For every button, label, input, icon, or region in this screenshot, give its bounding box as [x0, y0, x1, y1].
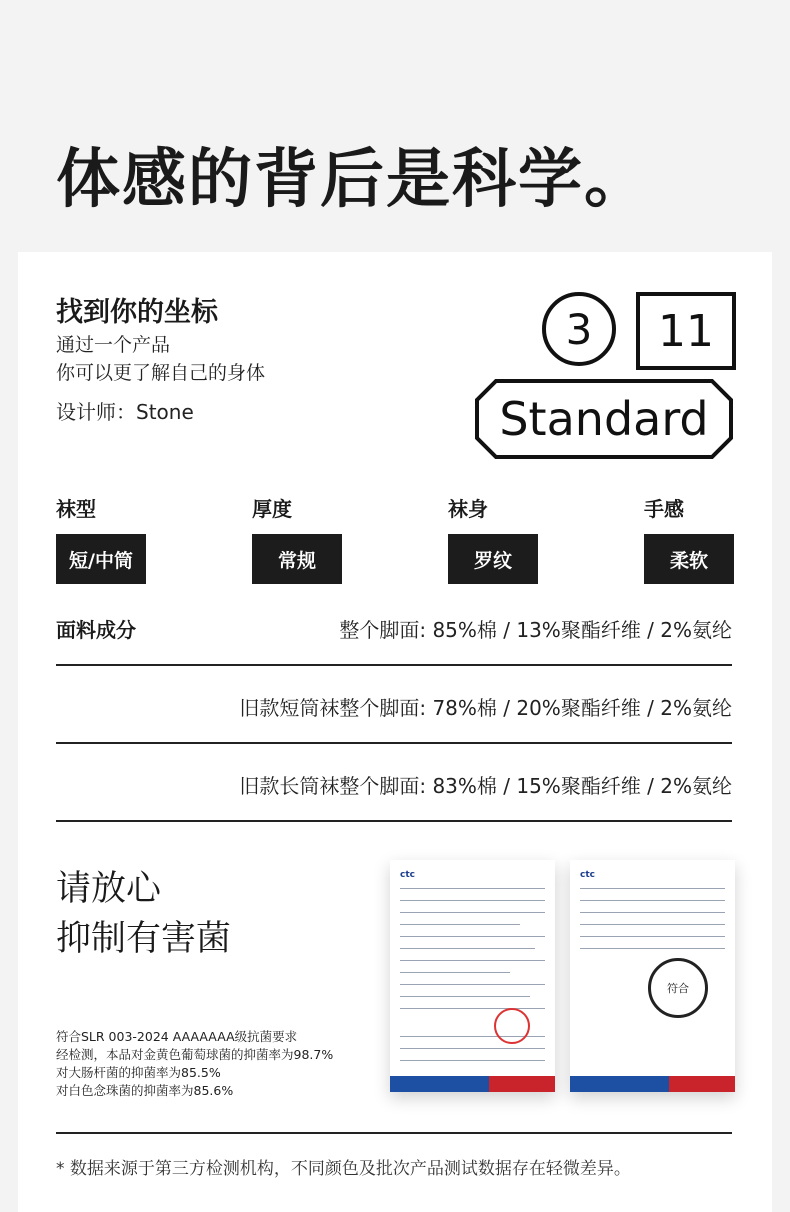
coordinates-title: 找到你的坐标	[56, 297, 218, 328]
designer-credit: 设计师：Stone	[56, 400, 194, 424]
size-square-badge: 11	[636, 292, 736, 370]
antibacterial-title-line-2: 抑制有害菌	[56, 919, 232, 959]
antibacterial-title	[56, 864, 231, 964]
attr-value-feel: 柔软	[644, 534, 734, 584]
antibacterial-title-line-1: 请放心	[56, 869, 162, 909]
fabric-label: 面料成分	[56, 618, 136, 642]
fabric-row-current	[56, 586, 732, 666]
coordinates-line-1: 通过一个产品	[56, 334, 171, 356]
attr-label-thickness: 厚度	[252, 497, 292, 521]
footnote-divider	[56, 1132, 732, 1134]
attr-label-sock-type: 袜型	[56, 497, 96, 521]
attr-value-body: 罗纹	[448, 534, 538, 584]
antibacterial-desc-line-2: 经检测，本品对金黄色葡萄球菌的抑菌率为98.7%	[56, 1047, 334, 1062]
attr-value-thickness: 常规	[252, 534, 342, 584]
fabric-row-old-short	[56, 664, 732, 744]
report-footer-red	[489, 1076, 555, 1092]
antibacterial-description	[56, 1028, 333, 1100]
coordinates-line-2: 你可以更了解自己的身体	[56, 362, 266, 384]
product-info-card	[18, 252, 772, 1212]
attr-label-body: 袜身	[448, 497, 488, 521]
red-seal-stamp	[494, 1008, 530, 1044]
fabric-value-current: 整个脚面: 85%棉 / 13%聚酯纤维 / 2%氨纶	[339, 618, 732, 642]
attr-label-feel: 手感	[644, 497, 684, 521]
standard-badge-label: Standard	[499, 392, 709, 446]
report-logo-1: ctc	[400, 870, 415, 880]
test-report-image-1	[390, 860, 555, 1092]
antibacterial-desc-line-1: 符合SLR 003-2024 AAAAAAA级抗菌要求	[56, 1029, 298, 1044]
standard-badge	[474, 378, 734, 460]
fabric-row-old-long	[56, 742, 732, 822]
antibacterial-desc-line-3: 对大肠杆菌的抑菌率为85.5%	[56, 1065, 221, 1080]
pass-stamp: 符合	[648, 958, 708, 1018]
test-report-image-2	[570, 860, 735, 1092]
page-headline: 体感的背后是科学。	[56, 143, 650, 217]
fabric-value-old-short: 旧款短筒袜整个脚面: 78%棉 / 20%聚酯纤维 / 2%氨纶	[239, 696, 732, 720]
report-footer-red-2	[669, 1076, 735, 1092]
size-circle-badge: 3	[542, 292, 616, 366]
data-source-footnote: * 数据来源于第三方检测机构，不同颜色及批次产品测试数据存在轻微差异。	[56, 1159, 631, 1179]
antibacterial-desc-line-4: 对白色念珠菌的抑菌率为85.6%	[56, 1083, 234, 1098]
report-logo-2: ctc	[580, 870, 595, 880]
fabric-value-old-long: 旧款长筒袜整个脚面: 83%棉 / 15%聚酯纤维 / 2%氨纶	[239, 774, 732, 798]
attr-value-sock-type: 短/中筒	[56, 534, 146, 584]
